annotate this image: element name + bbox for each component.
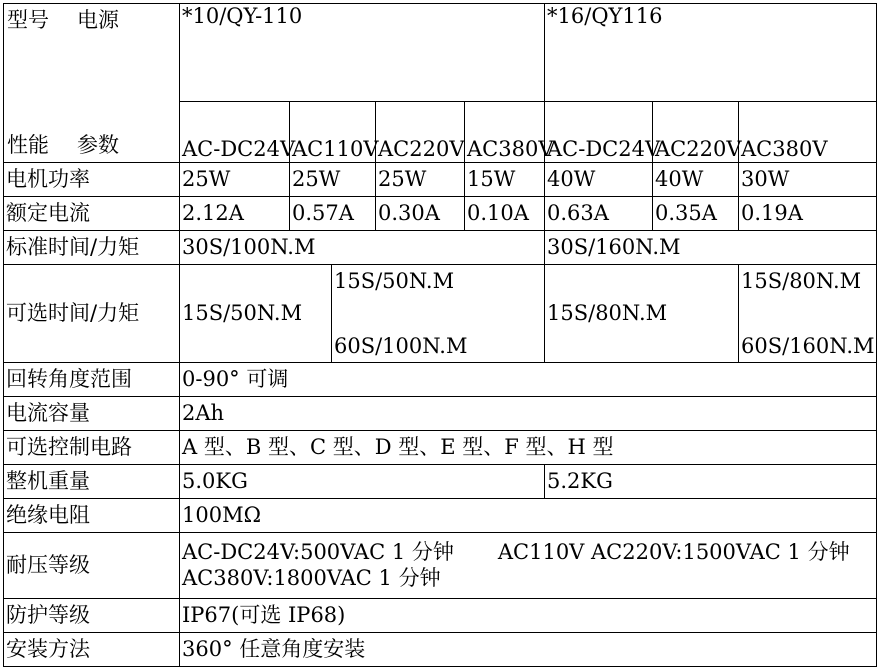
opt-time-row [4,265,877,363]
model-b-header: *16/QY116 [545,4,877,102]
opt-time-cell-a2 [332,265,545,363]
motor-power-value: 25W [290,163,376,197]
header-corner-cell [4,4,180,163]
control-value: A 型、B 型、C 型、D 型、E 型、F 型、H 型 [180,431,877,465]
opt-time-value-b1: 15S/80N.M [545,265,739,363]
rated-current-row [4,197,877,231]
opt-time-value-b2-bot: 60S/160N.M [741,334,875,359]
protection-label: 防护等级 [4,599,180,633]
opt-time-value-a2-top: 15S/50N.M [334,268,455,293]
rotation-label: 回转角度范围 [4,363,180,397]
insulation-label: 绝缘电阻 [4,499,180,533]
opt-time-value-b2-top: 15S/80N.M [741,268,862,293]
voltage-col-5: AC-DC24V [545,102,653,163]
rated-current-value: 0.57A [290,197,376,231]
weight-value-a: 5.0KG [180,465,545,499]
withstand-value [180,533,877,599]
perf-param-label: 性能 参数 [7,132,119,157]
opt-time-label: 可选时间/力矩 [4,265,180,363]
weight-label: 整机重量 [4,465,180,499]
install-value: 360° 任意角度安装 [180,633,877,667]
weight-value-b: 5.2KG [545,465,877,499]
weight-row [4,465,877,499]
std-time-label: 标准时间/力矩 [4,231,180,265]
withstand-line-1a: AC-DC24V:500VAC 1 分钟 [182,540,454,565]
rotation-value: 0-90° 可调 [180,363,877,397]
insulation-row [4,499,877,533]
capacity-row [4,397,877,431]
rated-current-label: 额定电流 [4,197,180,231]
rated-current-value: 0.35A [653,197,739,231]
control-row [4,431,877,465]
rated-current-value: 0.10A [465,197,545,231]
capacity-value: 2Ah [180,397,877,431]
model-a-header: *10/QY-110 [180,4,545,102]
motor-power-label: 电机功率 [4,163,180,197]
insulation-value: 100MΩ [180,499,877,533]
voltage-col-2: AC110V [290,102,376,163]
voltage-col-6: AC220V [653,102,739,163]
std-time-value-a: 30S/100N.M [180,231,545,265]
type-power-label: 型号 电源 [7,8,119,32]
rotation-row [4,363,877,397]
install-row [4,633,877,667]
rated-current-value: 0.19A [739,197,877,231]
motor-power-value: 25W [376,163,465,197]
rated-current-value: 0.63A [545,197,653,231]
capacity-label: 电流容量 [4,397,180,431]
motor-power-value: 40W [545,163,653,197]
opt-time-value-a2-bot: 60S/100N.M [334,334,468,359]
install-label: 安装方法 [4,633,180,667]
std-time-value-b: 30S/160N.M [545,231,877,265]
motor-power-value: 30W [739,163,877,197]
withstand-row [4,533,877,599]
voltage-col-3: AC220V [376,102,465,163]
motor-power-value: 15W [465,163,545,197]
withstand-line-1b: AC110V AC220V:1500VAC 1 分钟 [497,540,850,565]
withstand-label: 耐压等级 [4,533,180,599]
spec-table [3,3,877,667]
motor-power-value: 25W [180,163,290,197]
motor-power-row [4,163,877,197]
control-label: 可选控制电路 [4,431,180,465]
withstand-line-1 [182,540,874,565]
header-row [4,4,877,102]
protection-value: IP67(可选 IP68) [180,599,877,633]
rated-current-value: 2.12A [180,197,290,231]
motor-power-value: 40W [653,163,739,197]
protection-row [4,599,877,633]
voltage-col-7: AC380V [739,102,877,163]
voltage-col-1: AC-DC24V [180,102,290,163]
std-time-row [4,231,877,265]
withstand-line-2: AC380V:1800VAC 1 分钟 [182,565,441,590]
voltage-col-4: AC380V [465,102,545,163]
opt-time-cell-b2 [739,265,877,363]
opt-time-value-a1: 15S/50N.M [180,265,332,363]
rated-current-value: 0.30A [376,197,465,231]
